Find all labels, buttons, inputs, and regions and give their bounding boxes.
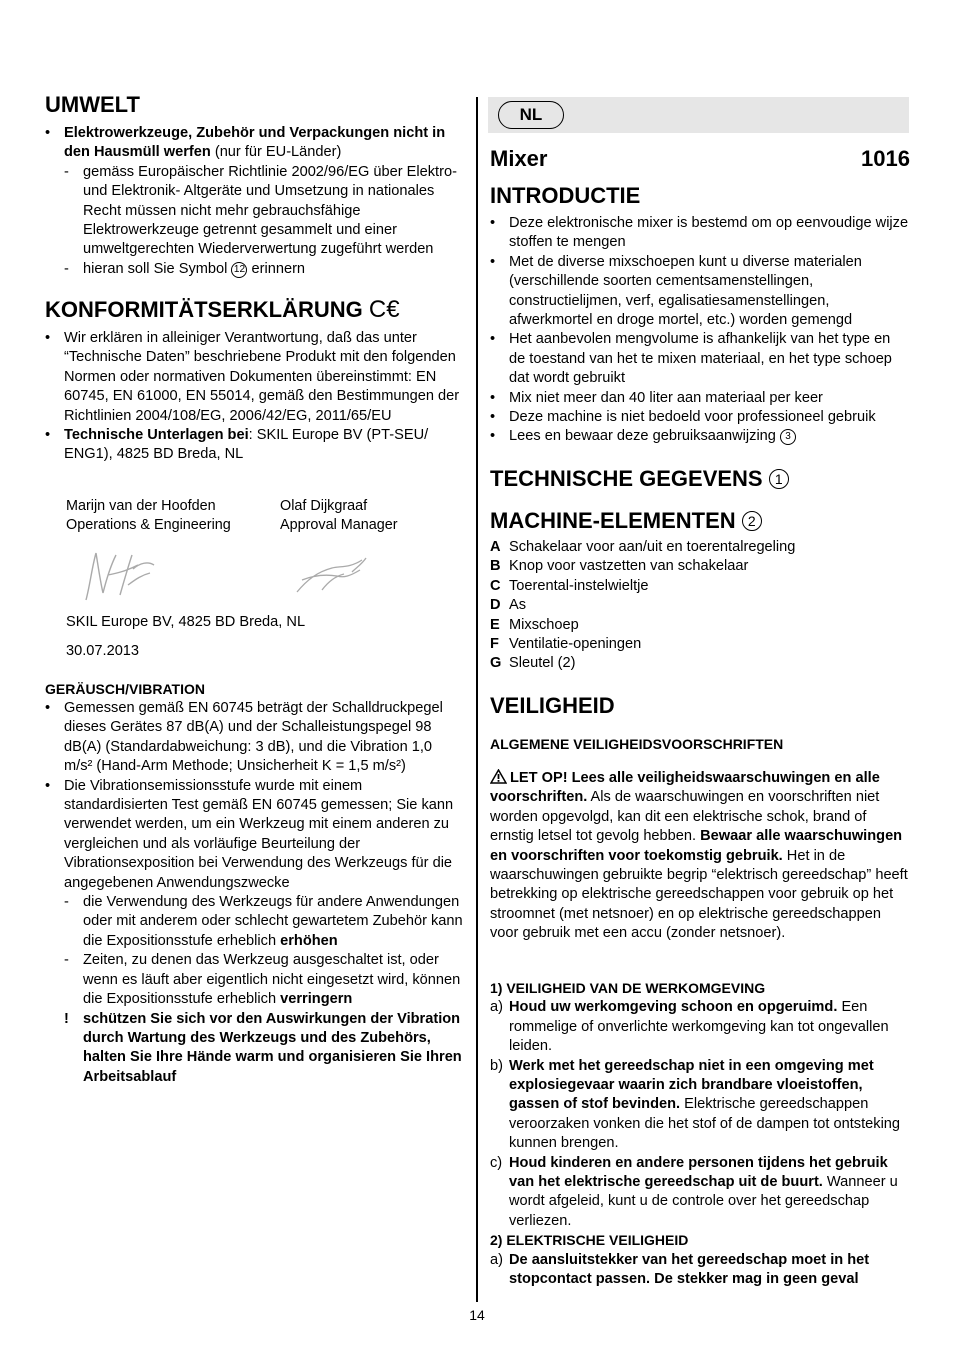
warning-item: ! schützen Sie sich vor den Auswirkungen der Vibration durch Wartung des Werkzeugs und des Zubehörs, halten Sie Ihre Hände warm und organisieren Sie Ihren Arbeitsablauf: [64, 1010, 462, 1085]
introductie-heading: INTRODUCTIE: [490, 183, 641, 208]
ce-mark-icon: C€: [368, 296, 400, 323]
list-item: • Deze elektronische mixer is bestemd om op eenvoudige wijze stoffen te mengen: [490, 215, 909, 251]
list-item: c) Houd kinderen en andere personen tijdens het gebruik van het elektrische gereedschap uit de buurt. Wanneer u wordt afgeleid, kunt u de controle over het gereedschap verliezen.: [490, 1154, 898, 1229]
signatory-1: Marijn van der Hoofden Operations & Engineering: [66, 498, 231, 533]
list-item: a) Houd uw werkomgeving schoon en opgeruimd. Een rommelige of onverlichte werkomgeving kan tot ongevallen leiden.: [490, 999, 889, 1055]
list-item: - hieran soll Sie Symbol 12 erinnern: [64, 260, 306, 277]
product-name: Mixer: [490, 146, 548, 171]
list-item: - Zeiten, zu denen das Werkzeug ausgeschaltet ist, oder wenn es läuft aber eigentlich nicht eingesetzt wird, können die Expositionsstufe erheblich verringern: [64, 952, 461, 1008]
list-item: E Mixschoep: [490, 616, 579, 633]
language-bar: [488, 97, 909, 133]
konformitaet-list: [45, 329, 463, 465]
machine-elementen-list: [490, 538, 910, 674]
introductie-list: [490, 214, 910, 447]
warning-triangle-icon: [490, 769, 507, 784]
ref-number-badge: 12: [231, 262, 247, 278]
list-item: G Sleutel (2): [490, 655, 576, 672]
list-item: • Het aanbevolen mengvolume is afhankelijk van het type en de toestand van het te mixen materiaal, en het type schoep dat wordt gebruikt: [490, 331, 892, 387]
product-model: 1016: [861, 146, 910, 171]
list-item: • Mix niet meer dan 40 liter aan materiaal per keer: [490, 389, 823, 406]
veiligheid-subheading: ALGEMENE VEILIGHEIDSVOORSCHRIFTEN: [490, 736, 784, 752]
ref-number-badge: 2: [742, 511, 762, 531]
geraeusch-list: [45, 699, 463, 1087]
list-item: • Die Vibrationsemissionsstufe wurde mit einem standardisierten Test gemäß EN 60745 gemessen; Sie kann verwendet werden, um ein Werkzeug mit einem anderen zu vergleichen und als vorläufige Beurteilung der Vibrationsexposition bei Verwendung des Werkzeugs für die angegebenen Anwendungszwecke: [45, 777, 454, 891]
language-badge: NL: [498, 101, 564, 129]
list-item: F Ventilatie-openingen: [490, 636, 642, 653]
list-item: • Wir erklären in alleiniger Verantwortung, daß das unter “Technische Daten” beschriebene Produkt mit den folgenden Normen oder normativen Dokumenten übereinstimmt: EN 60745, EN 61000, EN 55014, gemäß den Bestimmungen der Richtlinien 2004/108/EG, 2006/42/EG, 2011/65/EU: [45, 330, 460, 424]
company-address: SKIL Europe BV, 4825 BD Breda, NL: [66, 614, 306, 630]
list-item: - gemäss Europäischer Richtlinie 2002/96/EG über Elektro- und Elektronik- Altgeräte und Umsetzung in nationales Recht müssen nicht mehr gebrauchsfähige Elektrowerkzeuge getrennt gesammelt und einer umweltgerechten Wiederverwertung zugeführt werden: [64, 163, 457, 258]
list-item: • Technische Unterlagen bei: SKIL Europe BV (PT-SEU/ ENG1), 4825 BD Breda, NL: [45, 427, 429, 463]
list-item: D As: [490, 597, 527, 614]
list-item: • Deze machine is niet bedoeld voor professioneel gebruik: [490, 409, 876, 426]
werkomgeving-section: [490, 979, 910, 1290]
signature-1-image: [78, 545, 158, 607]
general-warning-paragraph: LET OP! Lees alle veiligheidswaarschuwingen en alle voorschriften. Als de waarschuwingen en voorschriften niet worden opgevolgd, kan dit een elektrische schok, brand of ernstig letsel tot gevolg hebben. Bewaar alle waarschuwingen en voorschriften voor toekomstig gebruik. Het in de waarschuwingen gebruikte begrip “elektrisch gereedschap” heeft betrekking op elektrische gereedschappen voor gebruik op het stroomnet (met netsnoer) en op elektrische gereedschappen voor gebruik met een accu (zonder netsnoer).: [490, 770, 908, 942]
list-item: • Met de diverse mixschoepen kunt u diverse materialen (verschillende soorten cementsamenstellingen, constructielijmen, verf, egalisatiesamenstellingen, afwerkmortel en droge mortel, etc.) worden gemengd: [490, 253, 862, 329]
list-item: B Knop voor vastzetten van schakelaar: [490, 558, 749, 575]
umwelt-list: [45, 124, 463, 279]
ref-number-badge: 3: [780, 429, 796, 445]
konformitaet-heading: KONFORMITÄTSERKLÄRUNG C€: [45, 296, 400, 323]
signatory-2: Olaf Dijkgraaf Approval Manager: [280, 498, 398, 533]
ref-number-badge: 1: [769, 469, 789, 489]
list-item: C Toerental-instelwieltje: [490, 577, 649, 594]
list-item: • Elektrowerkzeuge, Zubehör und Verpackungen nicht in den Hausmüll werfen (nur für EU-Länder): [45, 125, 446, 161]
list-item: b) Werk met het gereedschap niet in een omgeving met explosiegevaar waarin zich brandbare vloeistoffen, gassen of stof bevinden. Elektrische gereedschappen veroorzaken vonken die het stof of de dampen tot ontsteking kunnen brengen.: [490, 1057, 901, 1152]
list-item: a) De aansluitstekker van het gereedschap moet in het stopcontact passen. De stekker mag in geen geval: [490, 1251, 870, 1288]
list-item: - die Verwendung des Werkzeugs für andere Anwendungen oder mit anderem oder schlecht gewartetem Zubehör kann die Expositionsstufe erheblich erhöhen: [64, 894, 463, 949]
machine-elementen-heading: MACHINE-ELEMENTEN 2: [490, 508, 762, 534]
section-heading: 2) ELEKTRISCHE VEILIGHEID: [490, 1232, 689, 1249]
page-number: 14: [469, 1307, 485, 1323]
veiligheid-heading: VEILIGHEID: [490, 693, 615, 718]
declaration-date: 30.07.2013: [66, 643, 140, 659]
column-divider: [476, 97, 478, 1302]
geraeusch-heading: GERÄUSCH/VIBRATION: [45, 681, 205, 697]
section-heading: 1) VEILIGHEID VAN DE WERKOMGEVING: [490, 980, 766, 996]
list-item: • Lees en bewaar deze gebruiksaanwijzing 3: [490, 427, 910, 446]
signature-2-image: [292, 550, 372, 600]
umwelt-heading: UMWELT: [45, 92, 140, 117]
list-item: A Schakelaar voor aan/uit en toerentalregeling: [490, 539, 796, 555]
technische-gegevens-heading: TECHNISCHE GEGEVENS 1: [490, 466, 789, 492]
list-item: • Gemessen gemäß EN 60745 beträgt der Schalldruckpegel dieses Gerätes 87 dB(A) und der Schalleistungspegel 98 dB(A) (Standardabweichung: 3 dB), und die Vibration 1,0 m/s² (Hand-Arm Methode; Unsicherheit K = 1,5 m/s²): [45, 700, 443, 775]
